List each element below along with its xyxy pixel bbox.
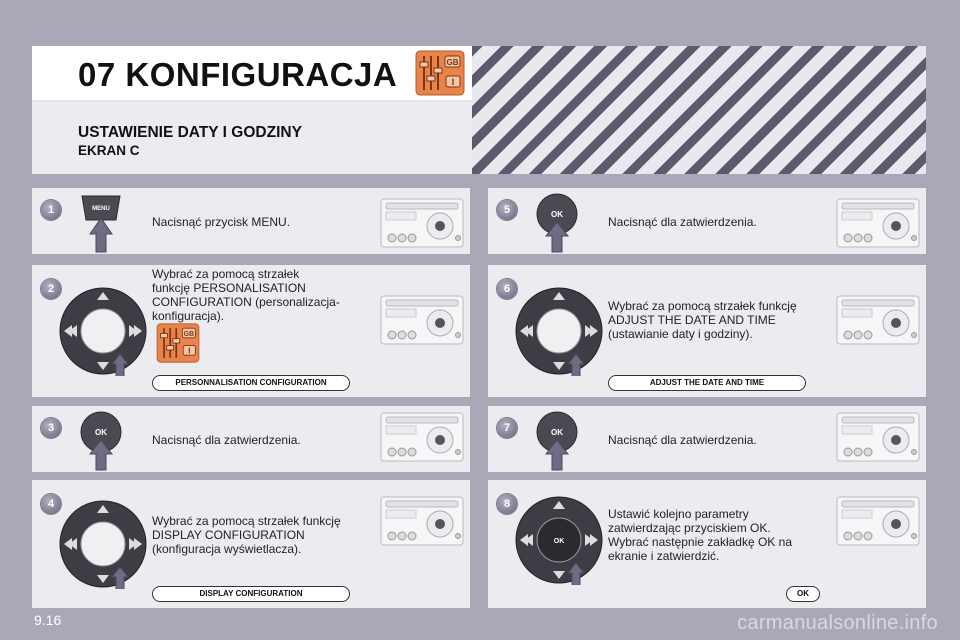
- svg-text:I: I: [188, 346, 191, 356]
- step-instruction: [608, 507, 792, 563]
- instruction-line: Wybrać za pomocą strzałek funkcję: [608, 299, 797, 313]
- step-panel-6: [488, 265, 926, 397]
- step-instruction: [152, 433, 301, 447]
- radio-unit-image: [380, 198, 464, 253]
- instruction-line: Nacisnąć dla zatwierdzenia.: [608, 215, 757, 229]
- step-number-badge: 7: [497, 418, 517, 438]
- radio-unit-image: [836, 198, 920, 253]
- step-number-badge: 5: [497, 200, 517, 220]
- radio-unit-image: [836, 295, 920, 350]
- radio-unit-image: [380, 295, 464, 350]
- svg-text:OK: OK: [95, 428, 107, 437]
- screen-option-badge: OK: [786, 586, 820, 602]
- arrow-pad-icon: [514, 286, 604, 381]
- arrow-pad-icon: [58, 499, 148, 594]
- screen-option-badge: ADJUST THE DATE AND TIME: [608, 375, 806, 391]
- radio-unit-image: [380, 412, 464, 467]
- svg-text:MENU: MENU: [92, 206, 110, 212]
- step-number-badge: 8: [497, 494, 517, 514]
- svg-text:OK: OK: [551, 428, 563, 437]
- instruction-line: (konfiguracja wyświetlacza).: [152, 542, 302, 556]
- ok-button-icon: [532, 192, 582, 259]
- step-panel-4: [32, 480, 470, 608]
- instruction-line: Ustawić kolejno parametry: [608, 507, 749, 521]
- radio-unit-image: [836, 412, 920, 467]
- ok-button-icon: [76, 410, 126, 477]
- step-panel-8: [488, 480, 926, 608]
- section-title: USTAWIENIE DATY I GODZINY: [78, 124, 302, 141]
- step-panel-2: [32, 265, 470, 397]
- page-number: 9.16: [34, 612, 62, 628]
- step-number-badge: 1: [41, 200, 61, 220]
- menu-button-icon: [76, 192, 126, 259]
- step-instruction: [152, 267, 340, 323]
- page-title: 07 KONFIGURACJA: [78, 56, 398, 93]
- radio-unit-image: [380, 496, 464, 551]
- instruction-line: (ustawianie daty i godziny).: [608, 327, 753, 341]
- step-instruction: [608, 433, 757, 447]
- step-number-badge: 4: [41, 494, 61, 514]
- radio-unit-image: [836, 496, 920, 551]
- instruction-line: funkcję PERSONALISATION: [152, 281, 306, 295]
- step-panel-7: [488, 406, 926, 472]
- step-number-badge: 3: [41, 418, 61, 438]
- step-instruction: [152, 215, 290, 229]
- settings-gb-icon: [415, 50, 465, 101]
- screen-label: EKRAN C: [78, 143, 140, 158]
- arrow-pad-icon: [58, 286, 148, 381]
- instruction-line: Wybrać za pomocą strzałek: [152, 267, 300, 281]
- step-instruction: [608, 215, 757, 229]
- step-number-badge: 2: [41, 279, 61, 299]
- instruction-line: konfiguracja).: [152, 309, 225, 323]
- screen-option-badge: PERSONNALISATION CONFIGURATION: [152, 375, 350, 391]
- step-panel-5: [488, 188, 926, 254]
- instruction-line: Nacisnąć dla zatwierdzenia.: [608, 433, 757, 447]
- step-panel-1: [32, 188, 470, 254]
- svg-text:I: I: [451, 77, 455, 87]
- instruction-line: CONFIGURATION (personalizacja-: [152, 295, 340, 309]
- instruction-line: DISPLAY CONFIGURATION: [152, 528, 305, 542]
- instruction-line: Nacisnąć dla zatwierdzenia.: [152, 433, 301, 447]
- instruction-line: ADJUST THE DATE AND TIME: [608, 313, 776, 327]
- screen-option-badge: DISPLAY CONFIGURATION: [152, 586, 350, 602]
- settings-gb-icon: [154, 323, 202, 368]
- svg-text:OK: OK: [553, 538, 565, 545]
- header-hatch-decoration: [470, 46, 926, 174]
- instruction-line: Wybrać następnie zakładkę OK na: [608, 535, 792, 549]
- instruction-line: Nacisnąć przycisk MENU.: [152, 215, 291, 229]
- step-number-badge: 6: [497, 279, 517, 299]
- ok-button-icon: [532, 410, 582, 477]
- svg-text:OK: OK: [551, 210, 563, 219]
- svg-text:GB: GB: [183, 331, 195, 339]
- watermark: carmanualsonline.info: [737, 612, 938, 634]
- step-panel-3: [32, 406, 470, 472]
- step-instruction: [608, 299, 797, 341]
- step-instruction: [152, 514, 341, 556]
- instruction-line: ekranie i zatwierdzić.: [608, 549, 720, 563]
- instruction-line: zatwierdzając przyciskiem OK.: [608, 521, 771, 535]
- arrow-pad-ok-icon: [514, 495, 604, 590]
- svg-text:GB: GB: [446, 58, 459, 67]
- instruction-line: Wybrać za pomocą strzałek funkcję: [152, 514, 341, 528]
